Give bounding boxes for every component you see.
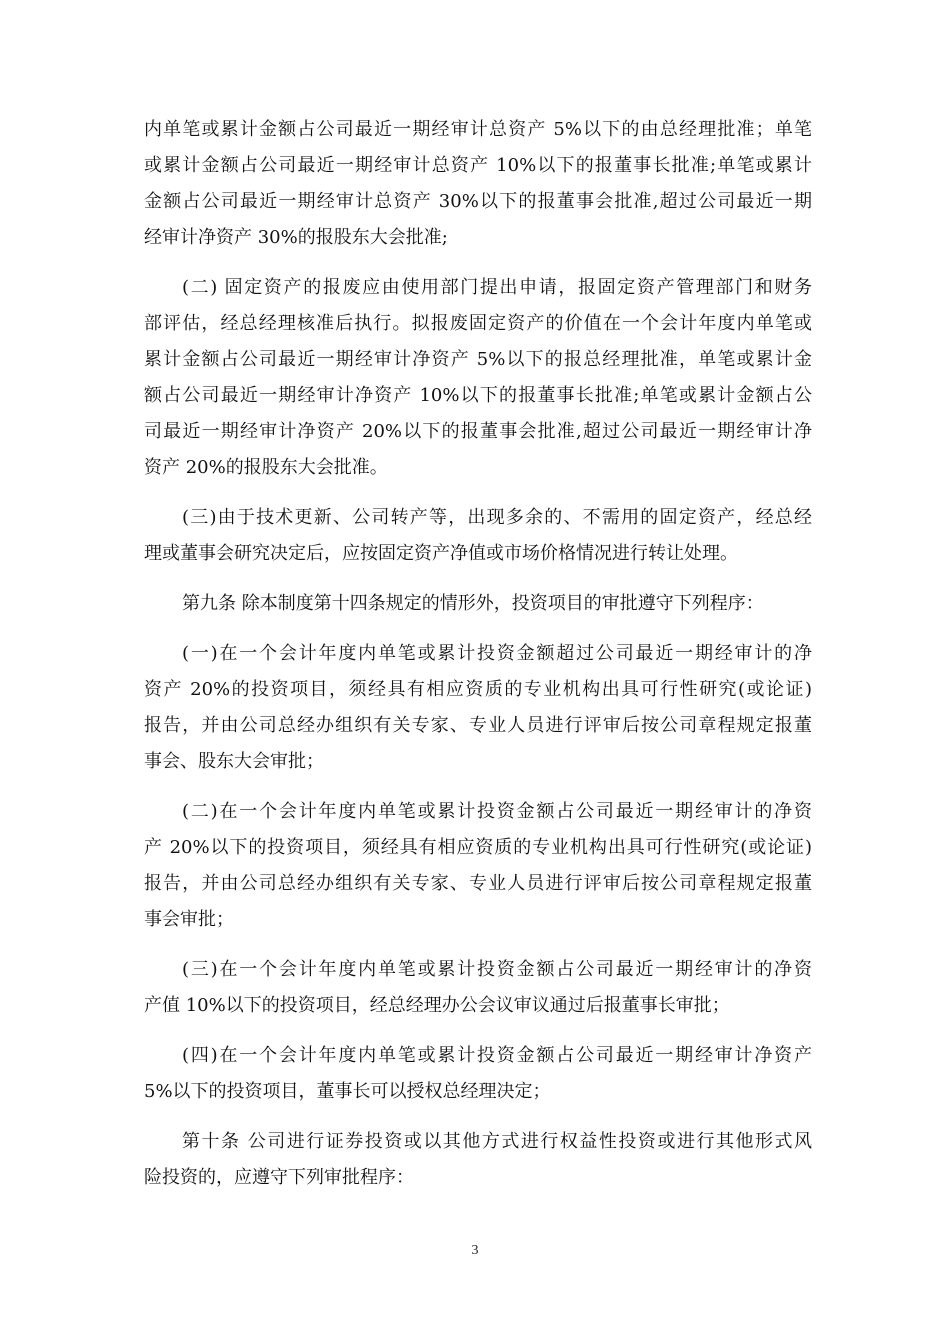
paragraph-line: 资产 20%的投资项目，须经具有相应资质的专业机构出具可行性研究(或论证): [144, 679, 812, 700]
paragraph-line: 险投资的，应遵守下列审批程序：: [144, 1167, 414, 1188]
paragraph-line: 理或董事会研究决定后，应按固定资产净值或市场价格情况进行转让处理。: [144, 543, 738, 564]
paragraph: [144, 586, 812, 622]
paragraph-line: 产 20%以下的投资项目，须经具有相应资质的专业机构出具可行性研究(或论证): [144, 837, 812, 858]
paragraph-line: 5%以下的投资项目，董事长可以授权总经理决定；: [144, 1081, 551, 1102]
paragraph-line: (三)由于技术更新、公司转产等，出现多余的、不需用的固定资产，经总经: [182, 507, 812, 528]
paragraph: [144, 112, 812, 256]
paragraph: [144, 1124, 812, 1196]
paragraph: [144, 270, 812, 486]
paragraph-line: 经审计净资产 30%的报股东大会批准;: [144, 227, 448, 248]
paragraph-line: 司最近一期经审计净资产 20%以下的报董事会批准,超过公司最近一期经审计净: [144, 421, 812, 442]
paragraph: [144, 1038, 812, 1110]
paragraph-line: 第九条 除本制度第十四条规定的情形外，投资项目的审批遵守下列程序：: [182, 593, 764, 614]
paragraph-line: 或累计金额占公司最近一期经审计总资产 10%以下的报董事长批准;单笔或累计: [144, 155, 812, 176]
paragraph-line: (三)在一个会计年度内单笔或累计投资金额占公司最近一期经审计的净资: [182, 959, 812, 980]
page-number: 3: [471, 1243, 479, 1258]
paragraph-line: 事会、股东大会审批；: [144, 751, 324, 772]
paragraph-line: 内单笔或累计金额占公司最近一期经审计总资产 5%以下的由总经理批准；单笔: [144, 119, 812, 140]
paragraph-line: 金额占公司最近一期经审计总资产 30%以下的报董事会批准,超过公司最近一期: [144, 191, 812, 212]
paragraph-line: 事会审批；: [144, 909, 234, 930]
paragraph: [144, 636, 812, 780]
paragraph: [144, 500, 812, 572]
paragraph-line: (一)在一个会计年度内单笔或累计投资金额超过公司最近一期经审计的净: [182, 643, 812, 664]
paragraph-line: 资产 20%的报股东大会批准。: [144, 457, 388, 478]
paragraph-line: 报告，并由公司总经办组织有关专家、专业人员进行评审后按公司章程规定报董: [144, 715, 812, 736]
paragraph-line: 累计金额占公司最近一期经审计净资产 5%以下的报总经理批准，单笔或累计金: [144, 349, 812, 370]
paragraph-line: (四)在一个会计年度内单笔或累计投资金额占公司最近一期经审计净资产: [182, 1045, 812, 1066]
paragraph-line: 部评估，经总经理核准后执行。拟报废固定资产的价值在一个会计年度内单笔或: [144, 313, 812, 334]
paragraph-line: 额占公司最近一期经审计净资产 10%以下的报董事长批准;单笔或累计金额占公: [144, 385, 812, 406]
paragraph: [144, 794, 812, 938]
paragraph-line: 报告，并由公司总经办组织有关专家、专业人员进行评审后按公司章程规定报董: [144, 873, 812, 894]
paragraph-line: (二) 固定资产的报废应由使用部门提出申请，报固定资产管理部门和财务: [182, 277, 812, 298]
document-body: [144, 112, 812, 1210]
paragraph-line: 产值 10%以下的投资项目，经总经理办公会议审议通过后报董事长审批；: [144, 995, 730, 1016]
paragraph-line: 第十条 公司进行证券投资或以其他方式进行权益性投资或进行其他形式风: [182, 1131, 812, 1152]
paragraph-line: (二)在一个会计年度内单笔或累计投资金额占公司最近一期经审计的净资: [182, 801, 812, 822]
paragraph: [144, 952, 812, 1024]
